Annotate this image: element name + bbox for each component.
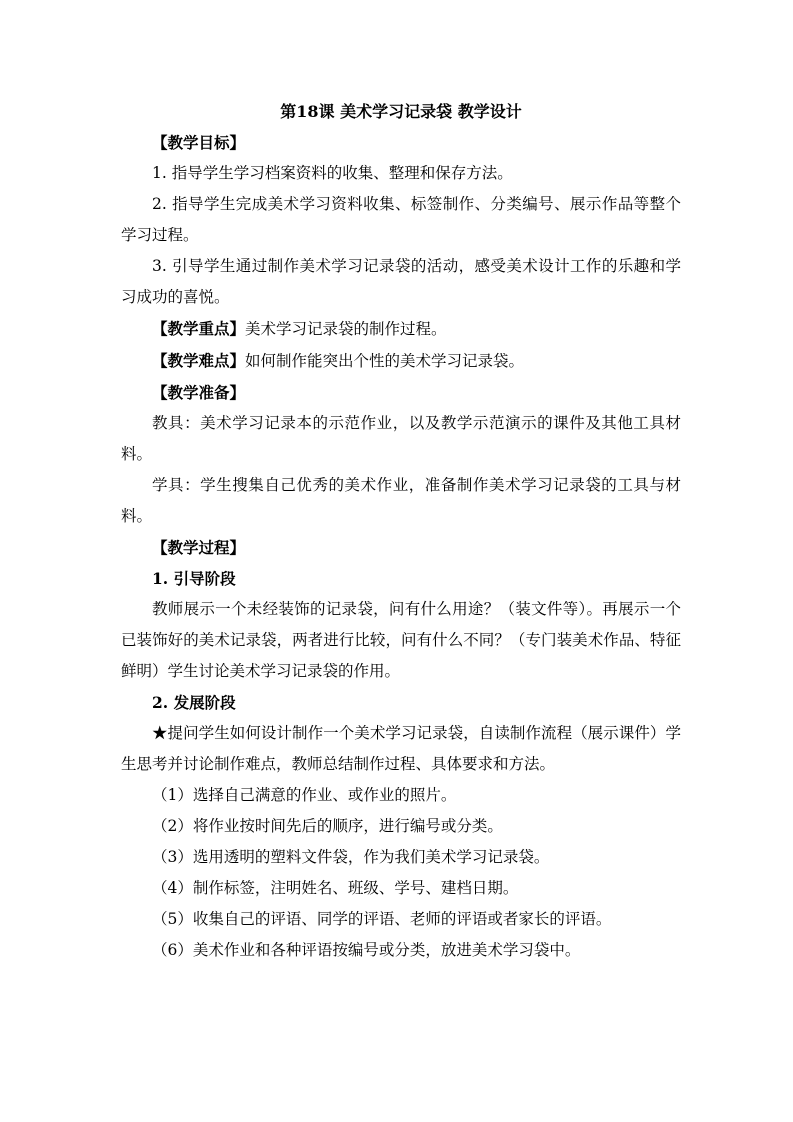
objective-item-1: 1. 指导学生学习档案资料的收集、整理和保存方法。 — [152, 164, 513, 182]
step-item-2: （2）将作业按时间先后的顺序，进行编号或分类。 — [152, 817, 503, 835]
objectives-heading: 【教学目标】 — [152, 133, 246, 152]
key-points-label: 【教学重点】 — [152, 319, 246, 338]
difficulty-paragraph — [121, 345, 681, 377]
stage-1-paragraph: 教师展示一个未经装饰的记录袋，问有什么用途？（装文件等）。再展示一个已装饰好的美术记录袋，两者进行比较，问有什么不同？（专门装美术作品、特征鲜明）学生讨论美术学习记录袋的作用。 — [121, 600, 681, 680]
step-item-3: （3）选用透明的塑料文件袋，作为我们美术学习记录袋。 — [152, 848, 550, 866]
student-tools-paragraph: 学具：学生搜集自己优秀的美术作业，准备制作美术学习记录袋的工具与材料。 — [121, 476, 681, 525]
key-points-text: 美术学习记录袋的制作过程。 — [245, 320, 447, 338]
step-item-1: （1）选择自己满意的作业、或作业的照片。 — [152, 786, 457, 804]
step-item-6: （6）美术作业和各种评语按编号或分类，放进美术学习袋中。 — [152, 941, 581, 959]
document-body — [121, 96, 681, 966]
objective-item-3: 3. 引导学生通过制作美术学习记录袋的活动，感受美术设计工作的乐趣和学习成功的喜悦。 — [121, 257, 681, 306]
key-points-paragraph — [121, 313, 681, 345]
objective-item-2: 2. 指导学生完成美术学习资料收集、标签制作、分类编号、展示作品等整个学习过程。 — [121, 195, 681, 244]
process-heading: 【教学过程】 — [152, 538, 246, 557]
step-item-4: （4）制作标签，注明姓名、班级、学号、建档日期。 — [152, 879, 519, 897]
page-title: 第18课 美术学习记录袋 教学设计 — [280, 102, 522, 121]
stage-2-heading: 2. 发展阶段 — [152, 693, 236, 712]
stage-1-heading: 1. 引导阶段 — [152, 569, 236, 588]
difficulty-label: 【教学难点】 — [152, 351, 246, 370]
stage-2-paragraph: ★提问学生如何设计制作一个美术学习记录袋，自读制作流程（展示课件）学生思考并讨论制作难点，教师总结制作过程、具体要求和方法。 — [121, 724, 681, 773]
preparation-heading: 【教学准备】 — [152, 383, 246, 402]
teacher-tools-paragraph: 教具：美术学习记录本的示范作业，以及教学示范演示的课件及其他工具材料。 — [121, 414, 681, 463]
step-item-5: （5）收集自己的评语、同学的评语、老师的评语或者家长的评语。 — [152, 910, 612, 928]
difficulty-text: 如何制作能突出个性的美术学习记录袋。 — [245, 352, 525, 370]
